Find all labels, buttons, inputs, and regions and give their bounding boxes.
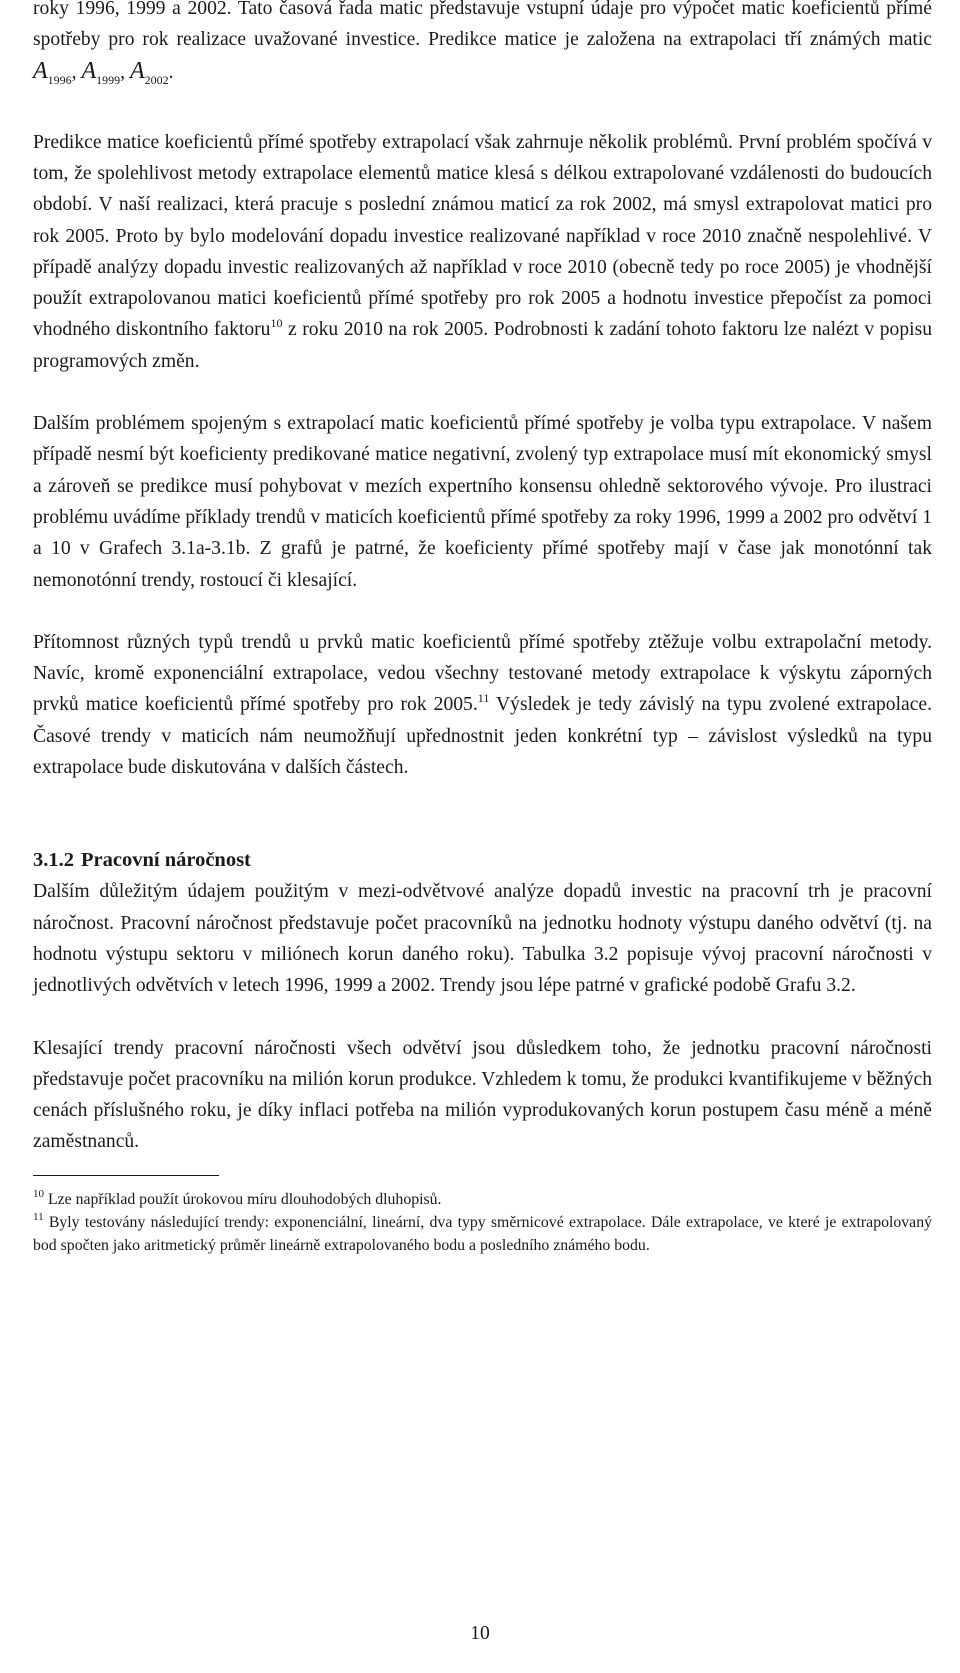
footnote-ref[interactable]: 10 xyxy=(270,316,283,331)
section-paragraph-1: Dalším důležitým údajem použitým v mezi-odvětvové analýze dopadů investic na pracovní trh je pracovní náročnost. Pracovní náročnost představuje počet pracovníků na jednotku hodnoty výstupu daného odvětví (tj. na hodnotu výstupu sektoru v miliónech korun daného roku). Tabulka 3.2 popisuje vývoj pracovní náročnosti v jednotlivých odvětvích v letech 1996, 1999 a 2002. Trendy jsou lépe patrné v grafické podobě Grafu 3.2. xyxy=(33,881,932,997)
footnote-11 xyxy=(33,1211,932,1258)
footnote-text: Byly testovány následující trendy: exponenciální, lineární, dva typy směrnicové extrapolace. Dále extrapolace, ve které je extrapolovaný bod spočten jako aritmetický průměr lineárně extrapolovaného bodu a posledního známého bodu. xyxy=(33,1214,932,1255)
section-number: 3.1.2 xyxy=(33,849,74,872)
paragraph-1: roky 1996, 1999 a 2002. Tato časová řada matic představuje vstupní údaje pro výpočet matic koeficientů přímé spotřeby pro rok realizace uvažované investice. Predikce matice je založena na extrapolaci tří známých matic $A_{1996}$, $A_{1999}$, $A_{2002}$. xyxy=(33,0,932,87)
footnote-separator xyxy=(33,1175,219,1176)
footnote-number: 11 xyxy=(33,1211,44,1223)
footnote-text: Lze například použít úrokovou míru dlouhodobých dluhopisů. xyxy=(47,1190,442,1208)
paragraph-text: roky 1996, 1999 a 2002. Tato časová řada matic představuje vstupní údaje pro výpočet matic koeficientů přímé spotřeby pro rok realizace uvažované investice. Predikce matice je založena na extrapolaci tří známých matic xyxy=(33,0,932,51)
footnotes xyxy=(33,1188,932,1258)
paragraph-text: Přítomnost různých typů trendů u prvků matic koeficientů přímé spotřeby ztěžuje volbu extrapolační metody. Navíc, kromě exponenciální extrapolace, vedou všechny testované metody extrapolace k výskytu záporných prvků matice koeficientů přímé spotřeby pro rok 2005. xyxy=(33,631,932,716)
section-title: Pracovní náročnost xyxy=(81,849,251,872)
matrix-symbol: $A_{1999}$ xyxy=(81,57,121,87)
matrix-symbol: $A_{1996}$ xyxy=(33,57,72,87)
section-paragraph-2: Klesající trendy pracovní náročnosti všech odvětví jsou důsledkem toho, že jednotku pracovní náročnosti představuje počet pracovníku na milión korun produkce. Vzhledem k tomu, že produkci kvantifikujeme v běžných cenách příslušného roku, je díky inflaci potřeba na milión vyprodukovaných korun postupem času méně a méně zaměstnanců. xyxy=(33,1037,932,1153)
paragraph-4 xyxy=(33,627,932,783)
section-heading xyxy=(33,845,932,876)
footnote-10 xyxy=(33,1188,932,1211)
page-number: 10 xyxy=(470,1623,490,1644)
paragraph-text: Predikce matice koeficientů přímé spotřeby extrapolací však zahrnuje několik problémů. První problém spočívá v tom, že spolehlivost metody extrapolace elementů matice klesá s délkou extrapolované vzdálenosti do budoucích období. V naší realizaci, která pracuje s poslední známou maticí za rok 2002, má smysl extrapolovat matici pro rok 2005. Proto by bylo modelování dopadu investice realizované například v roce 2010 značně nespolehlivé. V případě analýzy dopadu investic realizovaných až například v roce 2010 (obecně tedy po roce 2005) je vhodnější použít extrapolovanou matici koeficientů přímé spotřeby pro rok 2005 a hodnotu investice přepočíst za pomoci vhodného diskontního faktoru xyxy=(33,131,932,341)
paragraph-text: z roku 2010 na rok 2005. Podrobnosti k zadání tohoto faktoru lze nalézt v popisu programových změn. xyxy=(33,319,932,372)
paragraph-text: Výsledek je tedy závislý na typu zvolené extrapolace. Časové trendy v maticích nám neumožňují upřednostnit jeden konkrétní typ – závislost výsledků na typu extrapolace bude diskutována v dalších částech. xyxy=(33,694,933,779)
matrix-symbol: $A_{2002}$ xyxy=(129,57,169,87)
footnote-ref[interactable]: 11 xyxy=(477,691,490,706)
footnote-number: 10 xyxy=(33,1187,44,1200)
paragraph-2 xyxy=(33,127,932,377)
paragraph-3: Dalším problémem spojeným s extrapolací matic koeficientů přímé spotřeby je volba typu extrapolace. V našem případě nesmí být koeficienty predikované matice negativní, zvolený typ extrapolace musí mít ekonomický smysl a zároveň se predikce musí pohybovat v mezích expertního konsensu ohledně sektorového vývoje. Pro ilustraci problému uvádíme příklady trendů v maticích koeficientů přímé spotřeby za roky 1996, 1999 a 2002 pro odvětví 1 a 10 v Grafech 3.1a-3.1b. Z grafů je patrné, že koeficienty přímé spotřeby mají v čase jak monotónní tak nemonotónní trendy, rostoucí či klesající. xyxy=(33,413,932,591)
